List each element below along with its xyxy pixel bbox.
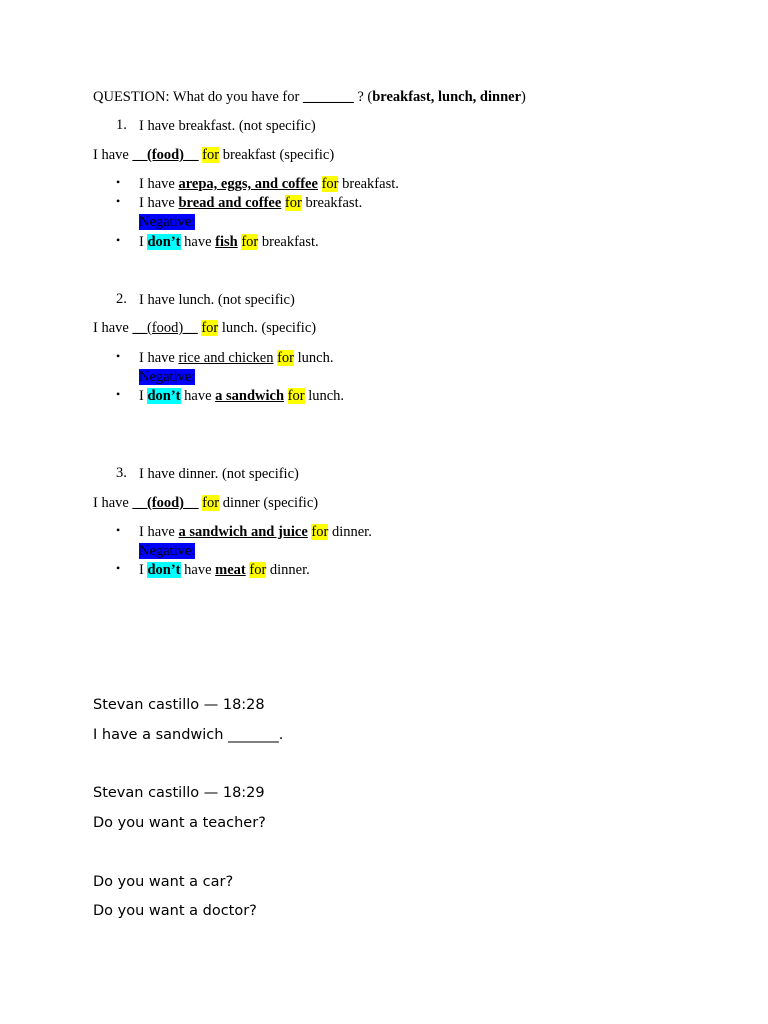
for-highlight: for [249, 562, 267, 578]
dont-highlight: don’t [147, 234, 181, 250]
example-tail: dinner. [328, 524, 372, 540]
neg-have: have [180, 234, 216, 250]
for-highlight: for [321, 176, 339, 192]
for-highlight: for [202, 147, 220, 163]
food-blank: __(food)__ [132, 495, 199, 511]
message-text: Do you want a car? [93, 874, 234, 890]
negative-highlight: Negative: [139, 214, 196, 230]
message-header: Stevan castillo — 18:28 [93, 697, 265, 713]
question-blank: _______ [302, 89, 354, 105]
pattern-i-have: I have [93, 495, 133, 511]
negative-highlight: Negative: [139, 543, 196, 559]
message-text: Do you want a doctor? [93, 903, 257, 919]
example-i-have: I have [139, 350, 179, 366]
dont-highlight: don’t [147, 562, 181, 578]
message-text: Do you want a teacher? [93, 815, 266, 831]
breakfast-title: I have breakfast. (not specific) [139, 118, 316, 134]
food-blank: __(food)__ [132, 320, 198, 336]
example-i-have: I have [139, 176, 179, 192]
question-options: breakfast, lunch, dinner [372, 89, 522, 105]
for-highlight: for [287, 388, 305, 404]
neg-tail: breakfast. [258, 234, 319, 250]
neg-i: I [139, 562, 148, 578]
lunch-example-1 [139, 349, 333, 367]
bullet: • [116, 561, 121, 575]
neg-food: meat [215, 562, 246, 578]
breakfast-negative-example [139, 233, 319, 251]
example-food: arepa, eggs, and coffee [178, 176, 318, 192]
negative-label [139, 542, 195, 560]
bullet: • [116, 233, 121, 247]
lunch-negative-example [139, 387, 344, 405]
example-tail: breakfast. [301, 195, 363, 211]
dinner-pattern [93, 494, 318, 512]
neg-i: I [139, 388, 148, 404]
dinner-example-1 [139, 523, 372, 541]
pattern-tail: breakfast (specific) [219, 147, 335, 163]
for-highlight: for [201, 320, 219, 336]
neg-tail: lunch. [304, 388, 345, 404]
for-highlight: for [311, 524, 329, 540]
food-blank: __(food)__ [132, 147, 199, 163]
message-text: I have a sandwich _______. [93, 727, 284, 743]
breakfast-example-1 [139, 175, 399, 193]
for-highlight: for [241, 234, 259, 250]
example-food: rice and chicken [178, 350, 274, 366]
question-middle: ? ( [353, 89, 373, 105]
dinner-title: I have dinner. (not specific) [139, 466, 299, 482]
pattern-tail: dinner (specific) [219, 495, 319, 511]
message-header: Stevan castillo — 18:29 [93, 785, 265, 801]
neg-food: a sandwich [215, 388, 285, 404]
example-i-have: I have [139, 195, 179, 211]
negative-highlight: Negative: [139, 369, 196, 385]
bullet: • [116, 349, 121, 363]
dont-highlight: don’t [147, 388, 181, 404]
pattern-tail: lunch. (specific) [218, 320, 317, 336]
negative-label [139, 368, 195, 386]
breakfast-pattern [93, 146, 334, 164]
bullet: • [116, 387, 121, 401]
bullet: • [116, 523, 121, 537]
breakfast-number: 1. [116, 117, 127, 133]
for-highlight: for [277, 350, 295, 366]
neg-have: have [180, 388, 216, 404]
example-food: a sandwich and juice [178, 524, 308, 540]
dinner-negative-example [139, 561, 310, 579]
bullet: • [116, 194, 121, 208]
breakfast-example-2 [139, 194, 362, 212]
neg-have: have [180, 562, 216, 578]
neg-food: fish [215, 234, 238, 250]
example-tail: lunch. [294, 350, 334, 366]
neg-tail: dinner. [266, 562, 310, 578]
for-highlight: for [202, 495, 220, 511]
pattern-i-have: I have [93, 147, 133, 163]
example-food: bread and coffee [178, 195, 282, 211]
example-i-have: I have [139, 524, 179, 540]
lunch-title: I have lunch. (not specific) [139, 292, 295, 308]
question-prefix: QUESTION: What do you have for [93, 89, 303, 105]
bullet: • [116, 175, 121, 189]
question-line [93, 88, 526, 106]
example-tail: breakfast. [338, 176, 399, 192]
pattern-i-have: I have [93, 320, 133, 336]
negative-label [139, 213, 195, 231]
question-suffix: ) [521, 89, 526, 105]
dinner-number: 3. [116, 465, 127, 481]
lunch-pattern [93, 319, 316, 337]
for-highlight: for [284, 195, 302, 211]
lunch-number: 2. [116, 291, 127, 307]
neg-i: I [139, 234, 148, 250]
